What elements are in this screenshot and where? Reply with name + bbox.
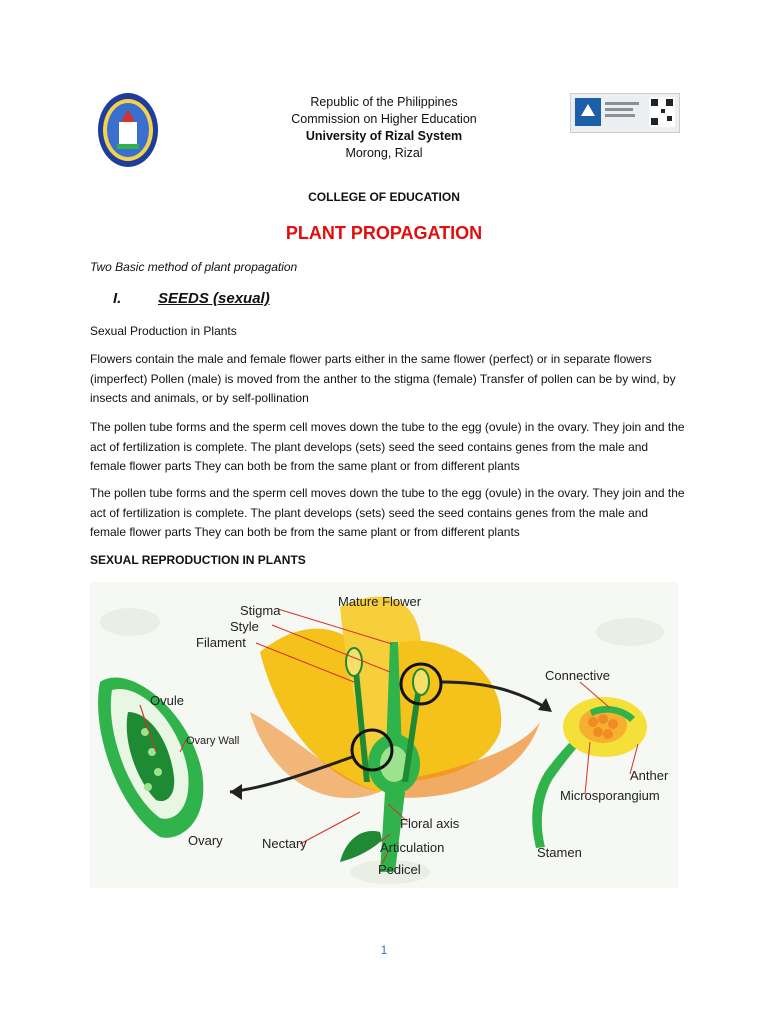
- header-university: University of Rizal System: [305, 129, 463, 143]
- label-articulation: Articulation: [380, 840, 445, 855]
- subheading-sexual-production: Sexual Production in Plants: [90, 324, 237, 338]
- label-ovary-wall: Ovary Wall: [186, 735, 240, 747]
- label-mature-flower: Mature Flower: [338, 594, 422, 609]
- paragraph-1: Flowers contain the male and female flower parts either in the same flower (perfect) or in separate flowers (imperfect) Pollen (male) is moved from the anther to the stigma (female) Transfer of pollen can be by wind, by insects and animals, or by self-pollination: [90, 352, 676, 405]
- label-style: Style: [230, 619, 259, 634]
- page-title: PLANT PROPAGATION: [285, 223, 483, 243]
- label-connective: Connective: [545, 668, 611, 683]
- label-pedicel: Pedicel: [378, 862, 421, 877]
- label-microsporangium: Microsporangium: [560, 788, 660, 803]
- header-commission: Commission on Higher Education: [291, 112, 477, 126]
- intro-text: Two Basic method of plant propagation: [90, 260, 298, 274]
- label-ovule: Ovule: [150, 693, 184, 708]
- header-location: Morong, Rizal: [345, 146, 423, 160]
- label-floral-axis: Floral axis: [400, 816, 460, 831]
- college-name: COLLEGE OF EDUCATION: [308, 190, 460, 204]
- label-filament: Filament: [196, 635, 246, 650]
- paragraph-2: The pollen tube forms and the sperm cell moves down the tube to the egg (ovule) in the ovary. They join and the act of fertilization is complete. The plant develops (sets) seed the seed contains genes from the male and female flower parts They can both be from the same plant or from different plants: [90, 420, 685, 473]
- section-title: SEEDS (sexual): [158, 290, 270, 307]
- plant-reproduction-diagram: [90, 582, 678, 888]
- figure-heading: SEXUAL REPRODUCTION IN PLANTS: [90, 553, 306, 567]
- header-republic: Republic of the Philippines: [310, 95, 458, 109]
- page-number: 1: [380, 943, 388, 957]
- label-nectary: Nectary: [262, 836, 307, 851]
- section-number: I.: [113, 290, 122, 307]
- paragraph-3: The pollen tube forms and the sperm cell moves down the tube to the egg (ovule) in the ovary. They join and the act of fertilization is complete. The plant develops (sets) seed the seed contains genes from the male and female flower parts They can both be from the same plant or from different plants: [90, 486, 685, 539]
- label-ovary: Ovary: [188, 833, 223, 848]
- label-stamen: Stamen: [537, 845, 582, 860]
- document-header: [0, 94, 768, 162]
- label-stigma: Stigma: [240, 603, 281, 618]
- label-anther: Anther: [630, 768, 669, 783]
